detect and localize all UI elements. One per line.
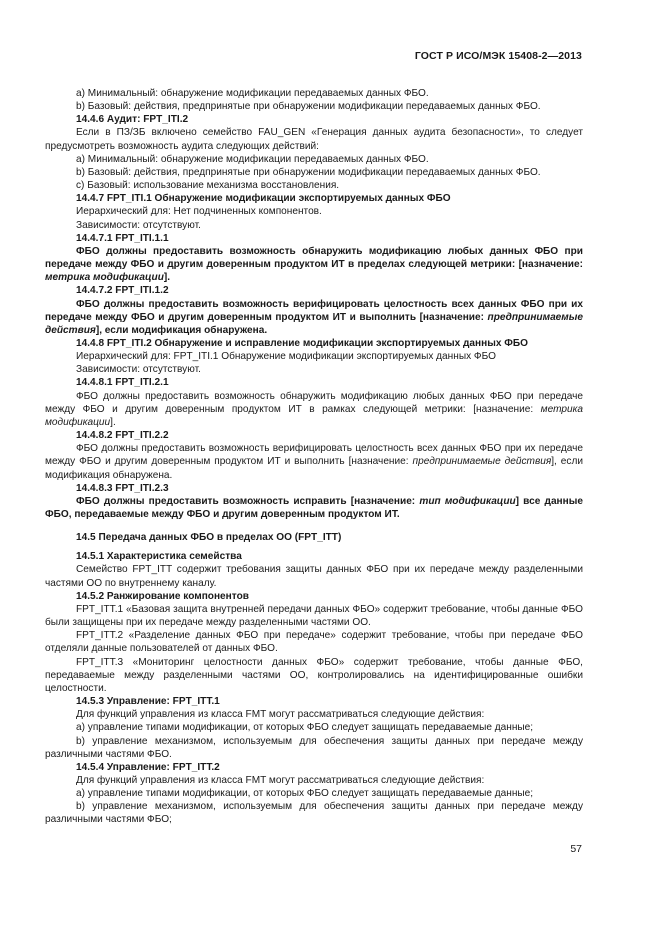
paragraph: Если в ПЗ/ЗБ включено семейство FAU_GEN «Генерация данных аудита безопасности», то следует предусмотреть возможность аудита следующих действий: bbox=[45, 127, 583, 152]
requirement-text: ФБО должны предоставить возможность верифицировать целостность всех данных ФБО при их передаче между ФБО и другим доверенным продуктом ИТ и выполнить [назначение: предпринимаемые действия], если модификация обнаружена. bbox=[45, 443, 583, 481]
hierarchy-line: Иерархический для: FPT_ITI.1 Обнаружение модификации экспортируемых данных ФБО bbox=[76, 351, 496, 363]
paragraph: FPT_ITT.1 «Базовая защита внутренней передачи данных ФБО» содержит требование, чтобы данные ФБО были защищены при их передаче между разделенными частями ОО. bbox=[45, 603, 583, 629]
element-heading: 14.4.8.3 FPT_ITI.2.3 bbox=[76, 482, 169, 494]
section-heading: 14.5.1 Характеристика семейства bbox=[76, 551, 242, 563]
requirement-text: ФБО должны предоставить возможность исправить [назначение: тип модификации] все данные ФБО, передаваемые между ФБО и другим доверенным продуктом ИТ. bbox=[45, 495, 583, 520]
list-item: с) Базовый: использование механизма восстановления. bbox=[76, 180, 340, 192]
list-item: b) управление механизмом, используемым для обеспечения защиты данных при передаче между различными частями ФБО. bbox=[45, 735, 583, 760]
element-heading: 14.4.7.1 FPT_ITI.1.1 bbox=[76, 232, 169, 244]
list-item: а) Минимальный: обнаружение модификации передаваемых данных ФБО. bbox=[76, 153, 429, 165]
element-heading: 14.4.8.2 FPT_ITI.2.2 bbox=[76, 430, 169, 442]
paragraph: FPT_ITT.2 «Разделение данных ФБО при передаче» содержит требование, чтобы при передаче ФБО отделяли данные пользователей от данных ФБО. bbox=[45, 630, 583, 655]
dependencies-line: Зависимости: отсутствуют. bbox=[76, 364, 201, 376]
section-heading: 14.4.8 FPT_ITI.2 Обнаружение и исправление модификации экспортируемых данных ФБО bbox=[76, 337, 528, 349]
page-number: 57 bbox=[570, 843, 582, 855]
element-heading: 14.4.7.2 FPT_ITI.1.2 bbox=[76, 285, 169, 297]
section-heading: 14.5.3 Управление: FPT_ITT.1 bbox=[76, 696, 220, 708]
dependencies-line: Зависимости: отсутствуют. bbox=[76, 219, 201, 231]
requirement-text: ФБО должны предоставить возможность обнаружить модификацию любых данных ФБО при передаче между ФБО и другим доверенным продуктом ИТ в пределах следующей метрики: [назначение: метрика модификации]. bbox=[45, 245, 583, 284]
hierarchy-line: Иерархический для: Нет подчиненных компонентов. bbox=[76, 206, 322, 218]
section-heading: 14.5.2 Ранжирование компонентов bbox=[76, 590, 249, 602]
list-item: а) управление типами модификации, от которых ФБО следует защищать передаваемые данные; bbox=[76, 788, 534, 800]
requirement-text: ФБО должны предоставить возможность обнаружить модификацию любых данных ФБО при передаче между ФБО и другим доверенным продуктом ИТ в рамках следующей метрики: [назначение: метрика модификации]. bbox=[45, 390, 583, 428]
section-heading: 14.4.6 Аудит: FPT_ITI.2 bbox=[76, 114, 189, 126]
list-item: b) Базовый: действия, предпринятые при обнаружении модификации передаваемых данных ФБО. bbox=[76, 101, 541, 113]
document-header: ГОСТ Р ИСО/МЭК 15408-2—2013 bbox=[414, 50, 582, 62]
requirement-text: ФБО должны предоставить возможность верифицировать целостность всех данных ФБО при их передаче между ФБО и другим доверенным продуктом ИТ и выполнить [назначение: предпринимаемые действия], если модификация обнаружена. bbox=[45, 298, 583, 336]
list-item: b) управление механизмом, используемым для обеспечения защиты данных при передаче между различными частями ФБО; bbox=[45, 801, 583, 826]
paragraph: Семейство FPT_ITT содержит требования защиты данных ФБО при их передаче между разделенными частями ОО по внутреннему каналу. bbox=[45, 564, 583, 589]
paragraph: FPT_ITT.3 «Мониторинг целостности данных ФБО» содержит требование, чтобы данные ФБО, передаваемые между разделенными частями ОО, контролировались на идентифицированные ошибки целостности. bbox=[45, 656, 583, 694]
paragraph: Для функций управления из класса FMT могут рассматриваться следующие действия: bbox=[76, 709, 485, 721]
list-item: b) Базовый: действия, предпринятые при обнаружении модификации передаваемых данных ФБО. bbox=[76, 166, 541, 178]
list-item: а) управление типами модификации, от которых ФБО следует защищать передаваемые данные; bbox=[76, 722, 534, 734]
paragraph: Для функций управления из класса FMT могут рассматриваться следующие действия: bbox=[76, 774, 485, 786]
element-heading: 14.4.8.1 FPT_ITI.2.1 bbox=[76, 377, 169, 389]
section-heading: 14.4.7 FPT_ITI.1 Обнаружение модификации экспортируемых данных ФБО bbox=[76, 193, 451, 205]
page-body bbox=[45, 87, 583, 827]
section-heading: 14.5 Передача данных ФБО в пределах ОО (FPT_ITT) bbox=[76, 532, 342, 544]
section-heading: 14.5.4 Управление: FPT_ITT.2 bbox=[76, 761, 220, 773]
list-item: а) Минимальный: обнаружение модификации передаваемых данных ФБО. bbox=[76, 88, 429, 99]
